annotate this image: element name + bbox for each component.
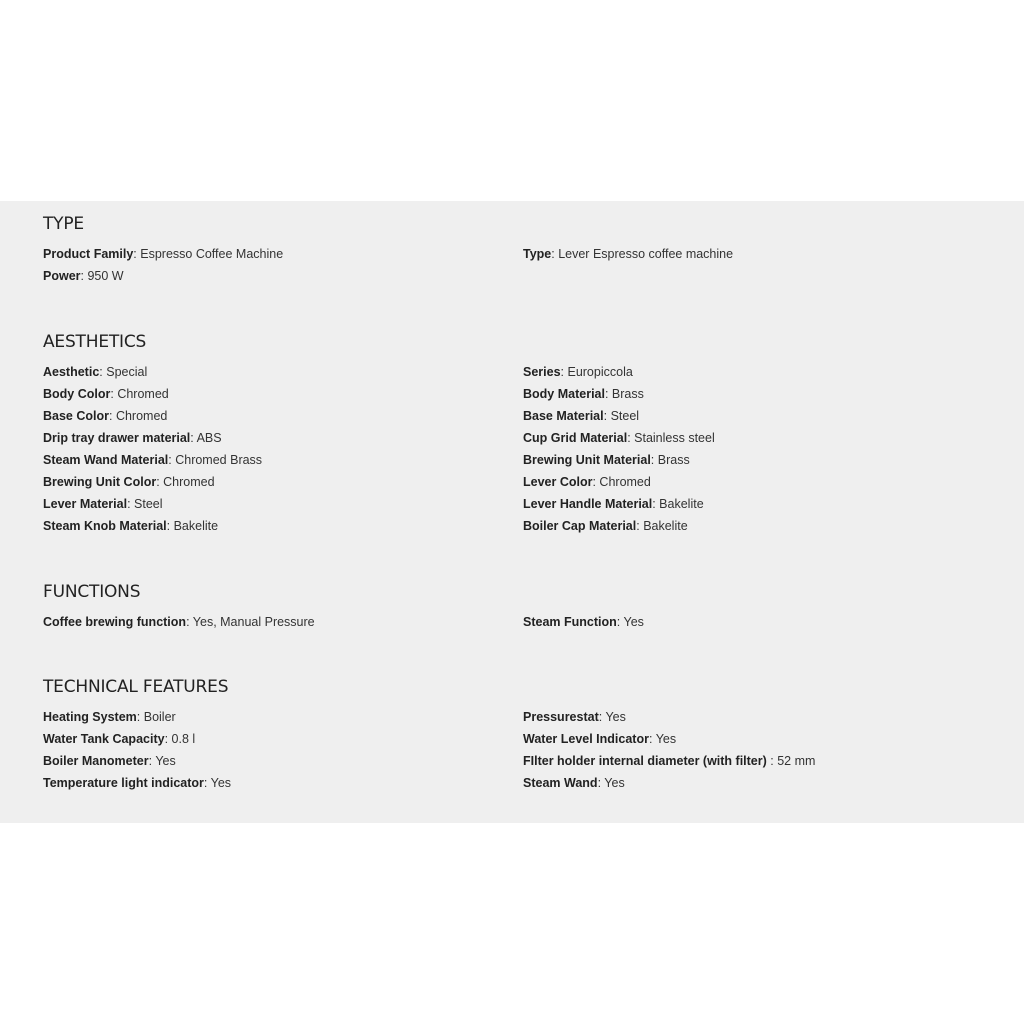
spec-value: Europiccola — [567, 365, 633, 379]
spec-column-right — [523, 611, 1003, 633]
spec-label: Boiler Cap Material — [523, 519, 637, 533]
section-title: FUNCTIONS — [43, 582, 141, 602]
spec-label: Lever Color — [523, 475, 593, 489]
spec-label: Steam Wand Material — [43, 453, 169, 467]
spec-label: Steam Wand — [523, 776, 598, 790]
section-aesthetics — [43, 330, 1003, 533]
spec-column-right — [523, 361, 1003, 537]
spec-label: Aesthetic — [43, 365, 100, 379]
spec-row: Brewing Unit Color: Chromed — [43, 475, 215, 489]
spec-row: Cup Grid Material: Stainless steel — [523, 431, 715, 445]
spec-row: Steam Knob Material: Bakelite — [43, 519, 219, 533]
spec-row: Body Color: Chromed — [43, 387, 169, 401]
spec-value: 950 W — [87, 269, 124, 283]
spec-row: Coffee brewing function: Yes, Manual Pressure — [43, 615, 315, 629]
spec-value: ABS — [196, 431, 222, 445]
spec-value: Brass — [657, 453, 690, 467]
spec-value: Chromed Brass — [175, 453, 263, 467]
spec-row: Boiler Cap Material: Bakelite — [523, 519, 688, 533]
spec-label: Water Tank Capacity — [43, 732, 165, 746]
spec-row: FIlter holder internal diameter (with filter) : 52 mm — [523, 754, 816, 768]
section-title: TYPE — [43, 214, 84, 234]
spec-value: Bakelite — [173, 519, 219, 533]
spec-column-left — [43, 361, 513, 537]
spec-label: Steam Function — [523, 615, 617, 629]
spec-column-left — [43, 243, 513, 287]
spec-value: Special — [106, 365, 148, 379]
spec-panel — [0, 201, 1024, 823]
spec-row: Power: 950 W — [43, 269, 124, 283]
spec-row: Product Family: Espresso Coffee Machine — [43, 247, 284, 261]
spec-label: Body Material — [523, 387, 605, 401]
spec-label: Brewing Unit Material — [523, 453, 651, 467]
spec-value: Stainless steel — [634, 431, 715, 445]
spec-row: Lever Material: Steel — [43, 497, 163, 511]
section-functions — [43, 580, 1003, 629]
spec-label: Body Color — [43, 387, 111, 401]
spec-label: Series — [523, 365, 561, 379]
spec-column-left — [43, 611, 513, 633]
section-title: TECHNICAL FEATURES — [43, 677, 229, 697]
spec-row: Series: Europiccola — [523, 365, 633, 379]
spec-value: Yes — [210, 776, 232, 790]
spec-value: Bakelite — [659, 497, 704, 511]
spec-row: Water Tank Capacity: 0.8 l — [43, 732, 196, 746]
section-title: AESTHETICS — [43, 332, 147, 352]
spec-label: Water Level Indicator — [523, 732, 649, 746]
spec-row: Steam Function: Yes — [523, 615, 644, 629]
spec-row: Type: Lever Espresso coffee machine — [523, 247, 734, 261]
spec-column-right — [523, 243, 1003, 265]
spec-label: Drip tray drawer material — [43, 431, 191, 445]
spec-column-right — [523, 706, 1003, 794]
spec-value: Yes — [155, 754, 176, 768]
spec-label: Heating System — [43, 710, 137, 724]
spec-row: Brewing Unit Material: Brass — [523, 453, 690, 467]
spec-value: Chromed — [163, 475, 215, 489]
spec-value: Brass — [611, 387, 644, 401]
spec-value: Chromed — [115, 409, 168, 423]
spec-row: Pressurestat: Yes — [523, 710, 626, 724]
spec-label: FIlter holder internal diameter (with filter) — [523, 754, 771, 768]
spec-row: Body Material: Brass — [523, 387, 644, 401]
spec-label: Coffee brewing function — [43, 615, 187, 629]
spec-label: Power — [43, 269, 81, 283]
spec-value: Yes, Manual Pressure — [192, 615, 315, 629]
spec-label: Lever Handle Material — [523, 497, 653, 511]
spec-value: Chromed — [117, 387, 169, 401]
spec-row: Aesthetic: Special — [43, 365, 148, 379]
spec-label: Steam Knob Material — [43, 519, 167, 533]
spec-row: Drip tray drawer material: ABS — [43, 431, 222, 445]
spec-value: 0.8 l — [171, 732, 196, 746]
spec-label: Cup Grid Material — [523, 431, 628, 445]
spec-label: Product Family — [43, 247, 134, 261]
spec-value: Yes — [623, 615, 644, 629]
spec-value: Yes — [605, 710, 626, 724]
spec-row: Boiler Manometer: Yes — [43, 754, 176, 768]
spec-row: Steam Wand: Yes — [523, 776, 625, 790]
spec-row: Heating System: Boiler — [43, 710, 176, 724]
spec-row: Steam Wand Material: Chromed Brass — [43, 453, 263, 467]
spec-row: Lever Handle Material: Bakelite — [523, 497, 704, 511]
spec-value: Steel — [134, 497, 163, 511]
section-technical-features — [43, 675, 1003, 790]
spec-label: Base Color — [43, 409, 109, 423]
spec-value: Boiler — [143, 710, 176, 724]
spec-value: Espresso Coffee Machine — [140, 247, 284, 261]
spec-row: Temperature light indicator: Yes — [43, 776, 232, 790]
spec-value: Yes — [604, 776, 625, 790]
spec-label: Pressurestat — [523, 710, 599, 724]
spec-row: Water Level Indicator: Yes — [523, 732, 677, 746]
spec-value: Chromed — [599, 475, 651, 489]
spec-row: Lever Color: Chromed — [523, 475, 651, 489]
spec-value: Yes — [655, 732, 677, 746]
section-type — [43, 212, 1003, 283]
spec-column-left — [43, 706, 513, 794]
spec-value: Bakelite — [643, 519, 688, 533]
spec-value: Steel — [610, 409, 640, 423]
spec-label: Boiler Manometer — [43, 754, 149, 768]
spec-value: Lever Espresso coffee machine — [558, 247, 734, 261]
spec-row: Base Color: Chromed — [43, 409, 168, 423]
spec-value: 52 mm — [777, 754, 816, 768]
spec-label: Type — [523, 247, 552, 261]
spec-row: Base Material: Steel — [523, 409, 640, 423]
spec-label: Temperature light indicator — [43, 776, 204, 790]
spec-label: Brewing Unit Color — [43, 475, 157, 489]
spec-label: Base Material — [523, 409, 604, 423]
spec-label: Lever Material — [43, 497, 128, 511]
